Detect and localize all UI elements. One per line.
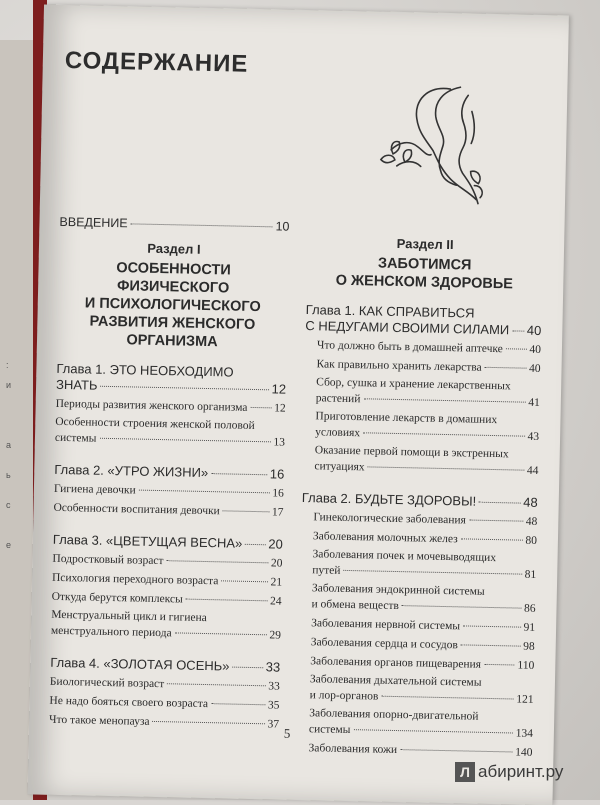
leader-dots xyxy=(461,538,523,540)
subsection-entry[interactable] xyxy=(50,674,280,695)
leader-dots xyxy=(211,473,267,475)
entry-title: Заболевания органов пищеварения xyxy=(310,655,482,671)
chapter-entry[interactable] xyxy=(302,490,538,511)
labirint-logo-icon: Л xyxy=(455,762,475,782)
entry-row xyxy=(315,424,539,445)
entry-title: Заболевания сердца и сосудов xyxy=(310,636,458,652)
page-ref: 37 xyxy=(267,718,280,731)
leader-dots xyxy=(232,667,262,669)
entry-row xyxy=(50,655,280,676)
leader-dots xyxy=(175,632,267,635)
entry-title: Глава 2. «УТРО ЖИЗНИ» xyxy=(54,461,209,481)
page-ref: 140 xyxy=(515,746,533,759)
entry-row xyxy=(302,490,538,511)
entry-row xyxy=(54,462,284,483)
entry-title-line: Оказание первой помощи в экстренных xyxy=(314,444,509,461)
entry-row xyxy=(308,740,532,761)
subsection-entry[interactable] xyxy=(49,712,279,733)
entry-title: Глава 2. БУДЬТЕ ЗДОРОВЫ! xyxy=(301,490,477,509)
leader-dots xyxy=(512,330,524,331)
entry-title: Что должно быть в домашней аптечке xyxy=(316,339,503,356)
subsection-entry[interactable] xyxy=(52,551,282,572)
right-column xyxy=(296,220,543,761)
entry-title: и обмена веществ xyxy=(311,598,399,613)
leader-dots xyxy=(167,683,265,686)
page-ref: 121 xyxy=(516,693,534,706)
entry-row xyxy=(52,551,282,572)
subsection-entry[interactable] xyxy=(317,337,541,358)
subsection-entry[interactable] xyxy=(316,375,541,411)
entry-row xyxy=(311,615,535,636)
entry-title: Откуда берутся комплексы xyxy=(51,590,183,606)
leader-dots xyxy=(484,664,515,666)
page-ref: 33 xyxy=(268,680,280,693)
subsection-entry[interactable] xyxy=(312,547,537,583)
page-ref: 16 xyxy=(272,487,284,500)
page-ref: 81 xyxy=(524,568,537,581)
leader-dots xyxy=(166,560,267,563)
entry-title: Гигиена девочки xyxy=(53,482,136,497)
leader-dots xyxy=(479,502,520,504)
page-ref: 35 xyxy=(267,699,280,712)
leader-dots xyxy=(506,348,527,349)
section-number: Раздел II xyxy=(396,235,454,253)
page-ref: 40 xyxy=(529,343,542,356)
entry-title-line: Заболевания дыхательной системы xyxy=(309,673,482,689)
entry-title: Психология переходного возраста xyxy=(51,571,219,588)
chapter-entry[interactable] xyxy=(305,301,542,339)
entry-title: Подростковый возраст xyxy=(52,552,164,568)
left-page-text-fragment: ь xyxy=(6,470,11,480)
page-ref: 40 xyxy=(528,362,541,375)
entry-title-line: Менструальный цикл и гигиена xyxy=(51,608,207,625)
subsection-entry[interactable] xyxy=(49,693,279,714)
entry-title: менструального периода xyxy=(50,624,172,640)
entry-title: Не надо бояться своего возраста xyxy=(49,694,209,711)
entry-row xyxy=(51,623,281,644)
entry-title: Как правильно хранить лекарства xyxy=(316,358,482,374)
entry-row xyxy=(311,634,535,655)
leader-dots xyxy=(223,510,269,512)
subsection-entry[interactable] xyxy=(309,706,534,742)
entry-title: Периоды развития женского организма xyxy=(55,397,248,414)
page-ref: 44 xyxy=(526,464,539,477)
leader-dots xyxy=(368,466,524,470)
entry-title-line: Глава 1. КАК СПРАВИТЬСЯ xyxy=(305,302,475,321)
leader-dots xyxy=(381,696,513,700)
entry-title-line: Заболевания почек и мочевыводящих xyxy=(312,548,497,565)
entry-row xyxy=(311,596,535,617)
entry-title: системы xyxy=(54,431,97,445)
entry-row xyxy=(312,562,536,583)
entry-title: Гинекологические заболевания xyxy=(313,511,466,527)
entry-title-line: Приготовление лекарств в домашних xyxy=(315,410,498,427)
page-ref: 10 xyxy=(275,219,290,234)
left-page-text-fragment: е xyxy=(6,540,12,550)
page-ref: 24 xyxy=(269,595,282,608)
chapter-entry[interactable] xyxy=(56,360,287,398)
page-ref: 40 xyxy=(526,322,542,338)
entry-title-line: Заболевания эндокринной системы xyxy=(311,582,485,598)
book-page xyxy=(28,5,569,805)
page-ref: 98 xyxy=(523,640,535,653)
woman-profile-illustration xyxy=(370,79,493,211)
subsection-entry[interactable] xyxy=(52,570,282,591)
subsection-entry[interactable] xyxy=(310,653,534,674)
page-ref: 29 xyxy=(269,629,282,642)
page-ref: 48 xyxy=(523,494,538,510)
entry-row xyxy=(49,693,279,714)
page-ref: 43 xyxy=(527,430,540,443)
entry-title: Глава 4. «ЗОЛОТАЯ ОСЕНЬ» xyxy=(50,654,230,674)
leader-dots xyxy=(469,520,523,522)
page-ref: 80 xyxy=(525,534,538,547)
leader-dots xyxy=(363,432,525,436)
entry-row xyxy=(317,337,541,358)
entry-row xyxy=(316,356,540,377)
entry-title: системы xyxy=(308,723,351,737)
page-number: 5 xyxy=(283,725,291,741)
leader-dots xyxy=(221,580,267,582)
entry-title: Заболевания кожи xyxy=(308,742,398,757)
toc-intro[interactable] xyxy=(59,215,289,234)
subsection-entry[interactable] xyxy=(314,443,539,479)
subsection-entry[interactable] xyxy=(54,481,284,502)
subsection-entry[interactable] xyxy=(311,615,535,636)
page-ref: 12 xyxy=(271,381,287,397)
section-title: ЗАБОТИМСЯ О ЖЕНСКОМ ЗДОРОВЬЕ xyxy=(335,255,514,293)
chapter-entry[interactable] xyxy=(50,655,280,676)
entry-title: Что такое менопауза xyxy=(48,713,150,728)
leader-dots xyxy=(353,729,512,733)
leader-dots xyxy=(100,386,268,391)
page-ref: 48 xyxy=(525,515,538,528)
entry-row xyxy=(50,674,280,695)
page-ref: 16 xyxy=(269,466,285,482)
entry-row xyxy=(309,721,533,742)
page-ref: 12 xyxy=(274,402,286,415)
left-page-text-fragment: и xyxy=(6,380,12,390)
intro-label: ВВЕДЕНИЕ xyxy=(59,214,128,231)
section2-chapters xyxy=(296,301,541,761)
section-title: ОСОБЕННОСТИ ФИЗИЧЕСКОГО И ПСИХОЛОГИЧЕСКОГО РАЗВИТИЯ ЖЕНСКОГО ОРГАНИЗМА xyxy=(84,260,261,351)
entry-title-line: Сбор, сушка и хранение лекарственных xyxy=(316,376,511,393)
page-ref: 20 xyxy=(270,557,283,570)
subsection-entry[interactable] xyxy=(53,500,283,521)
left-page-text-fragment: с xyxy=(6,500,11,510)
leader-dots xyxy=(400,749,512,752)
entry-title: Заболевания нервной системы xyxy=(311,617,461,633)
page-ref: 91 xyxy=(523,621,536,634)
entry-row xyxy=(51,589,281,610)
leader-dots xyxy=(463,625,521,627)
subsection-entry[interactable] xyxy=(308,740,532,761)
subsection-entry[interactable] xyxy=(316,356,540,377)
page-ref: 13 xyxy=(273,436,286,449)
left-page-text-fragment: а xyxy=(6,440,12,450)
entry-row xyxy=(53,532,283,553)
chapter-entry[interactable] xyxy=(54,462,284,483)
entry-title: растений xyxy=(315,392,361,406)
entry-title: ЗНАТЬ xyxy=(55,376,98,393)
entry-title: путей xyxy=(312,564,341,577)
subsection-entry[interactable] xyxy=(311,634,535,655)
page-ref: 110 xyxy=(517,659,535,672)
leader-dots xyxy=(402,605,521,608)
leader-dots xyxy=(461,644,520,646)
leader-dots xyxy=(485,367,526,369)
entry-row xyxy=(309,687,533,708)
page-ref: 21 xyxy=(270,576,283,589)
leader-dots xyxy=(99,438,270,443)
subsection-entry[interactable] xyxy=(309,672,534,708)
watermark xyxy=(455,762,563,782)
entry-title: и лор-органов xyxy=(309,689,379,703)
leader-dots xyxy=(245,544,265,545)
leader-dots xyxy=(186,599,267,602)
entry-row xyxy=(56,396,286,417)
page-ref: 20 xyxy=(268,536,283,552)
subsection-entry[interactable] xyxy=(55,415,286,451)
subsection-entry[interactable] xyxy=(51,589,281,610)
entry-row xyxy=(52,570,282,591)
entry-row xyxy=(53,500,283,521)
page-ref: 17 xyxy=(271,506,284,519)
entry-title: условиях xyxy=(315,426,361,440)
page-ref: 33 xyxy=(265,659,281,675)
entry-title: ситуациях xyxy=(314,460,365,474)
left-page-text-fragment: : xyxy=(6,360,9,370)
entry-title: Биологический возраст xyxy=(49,675,165,691)
subsection-entry[interactable] xyxy=(56,396,286,417)
watermark-text: абиринт.ру xyxy=(478,762,564,781)
page-title: СОДЕРЖАНИЕ xyxy=(64,46,249,78)
subsection-entry[interactable] xyxy=(51,608,282,644)
leader-dots xyxy=(131,223,273,227)
entry-title: Особенности воспитания девочки xyxy=(53,501,220,518)
page-ref: 86 xyxy=(523,602,536,615)
section1-chapters xyxy=(49,360,287,733)
section-number: Раздел I xyxy=(147,240,201,257)
entry-row xyxy=(313,509,537,530)
subsection-entry[interactable] xyxy=(315,409,540,445)
entry-row xyxy=(56,377,286,398)
page-ref: 41 xyxy=(528,396,540,409)
entry-title: С НЕДУГАМИ СВОИМИ СИЛАМИ xyxy=(305,318,510,338)
leader-dots xyxy=(343,570,521,575)
subsection-entry[interactable] xyxy=(311,581,536,617)
entry-title: Глава 3. «ЦВЕТУЩАЯ ВЕСНА» xyxy=(52,531,243,551)
subsection-entry[interactable] xyxy=(313,528,537,549)
leader-dots xyxy=(250,407,271,408)
page-ref: 134 xyxy=(515,727,534,740)
entry-row xyxy=(313,528,537,549)
chapter-entry[interactable] xyxy=(53,532,283,553)
entry-row xyxy=(54,481,284,502)
leader-dots xyxy=(153,721,265,724)
left-column xyxy=(49,215,290,733)
entry-title-line: Заболевания опорно-двигательной xyxy=(309,707,479,723)
entry-title-line: Глава 1. ЭТО НЕОБХОДИМО xyxy=(56,360,234,380)
leader-dots xyxy=(139,490,270,494)
entry-row xyxy=(310,653,534,674)
subsection-entry[interactable] xyxy=(313,509,537,530)
entry-title-line: Особенности строения женской половой xyxy=(55,415,255,433)
leader-dots xyxy=(211,703,265,705)
entry-row xyxy=(49,712,279,733)
entry-title: Заболевания молочных желез xyxy=(312,530,458,546)
leader-dots xyxy=(363,398,525,402)
